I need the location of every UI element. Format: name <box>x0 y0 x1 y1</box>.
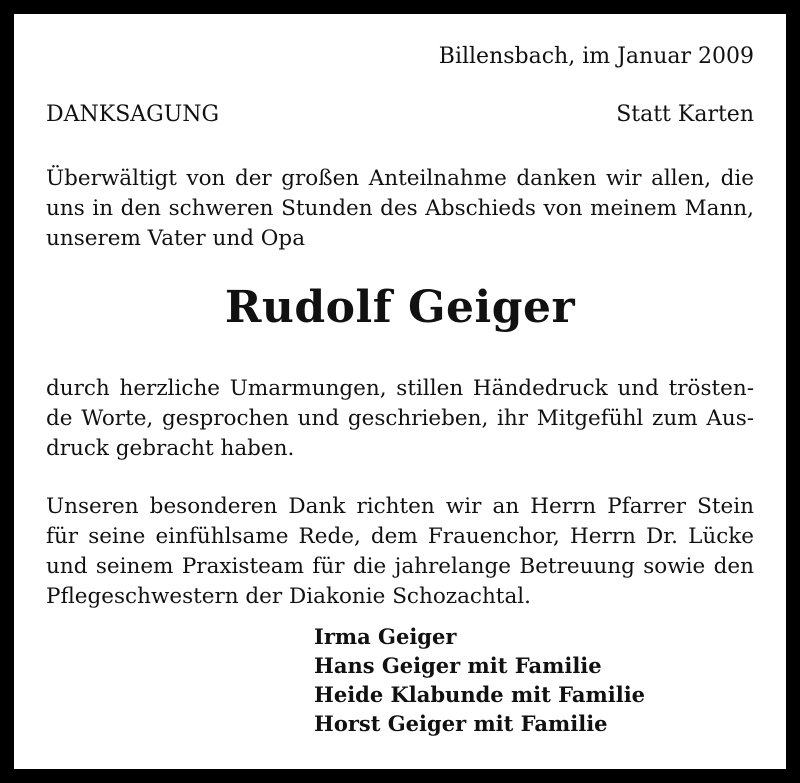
special-thanks-line: und seinem Praxisteam für die jahrelange Betreuung sowie den <box>46 554 754 579</box>
intro-paragraph <box>46 164 754 254</box>
dateline: Billensbach, im Januar 2009 <box>438 44 754 69</box>
special-thanks-line: für seine einfühlsame Rede, dem Frauenchor, Herrn Dr. Lücke <box>46 524 754 549</box>
thanks-line: de Worte, gesprochen und geschrieben, ihr Mitgefühl zum Aus- <box>46 406 754 431</box>
special-thanks-line: Pflegeschwestern der Diakonie Schozachtal. <box>46 584 531 609</box>
thanks-line: durch herzliche Umarmungen, stillen Händedruck und trösten- <box>46 376 754 401</box>
signer-name: Hans Geiger mit Familie <box>314 653 602 678</box>
deceased-name: Rudolf Geiger <box>224 282 576 333</box>
signer-name: Horst Geiger mit Familie <box>314 711 608 736</box>
signer-name: Irma Geiger <box>314 624 457 649</box>
intro-line: Überwältigt von der großen Anteilnahme danken wir allen, die <box>46 166 754 191</box>
obituary-notice <box>14 14 786 769</box>
heading-statt-karten: Statt Karten <box>616 102 754 127</box>
heading-danksagung: DANKSAGUNG <box>46 102 220 127</box>
thanks-paragraph <box>46 374 754 464</box>
intro-line: uns in den schweren Stunden des Abschieds von meinem Mann, <box>46 196 754 221</box>
signers-list <box>314 622 645 738</box>
special-thanks-paragraph <box>46 492 754 612</box>
thanks-line: druck gebracht haben. <box>46 436 295 461</box>
special-thanks-line: Unseren besonderen Dank richten wir an Herrn Pfarrer Stein <box>46 494 754 519</box>
header-row <box>46 102 754 132</box>
intro-line: unserem Vater und Opa <box>46 226 306 251</box>
signer-name: Heide Klabunde mit Familie <box>314 682 646 707</box>
